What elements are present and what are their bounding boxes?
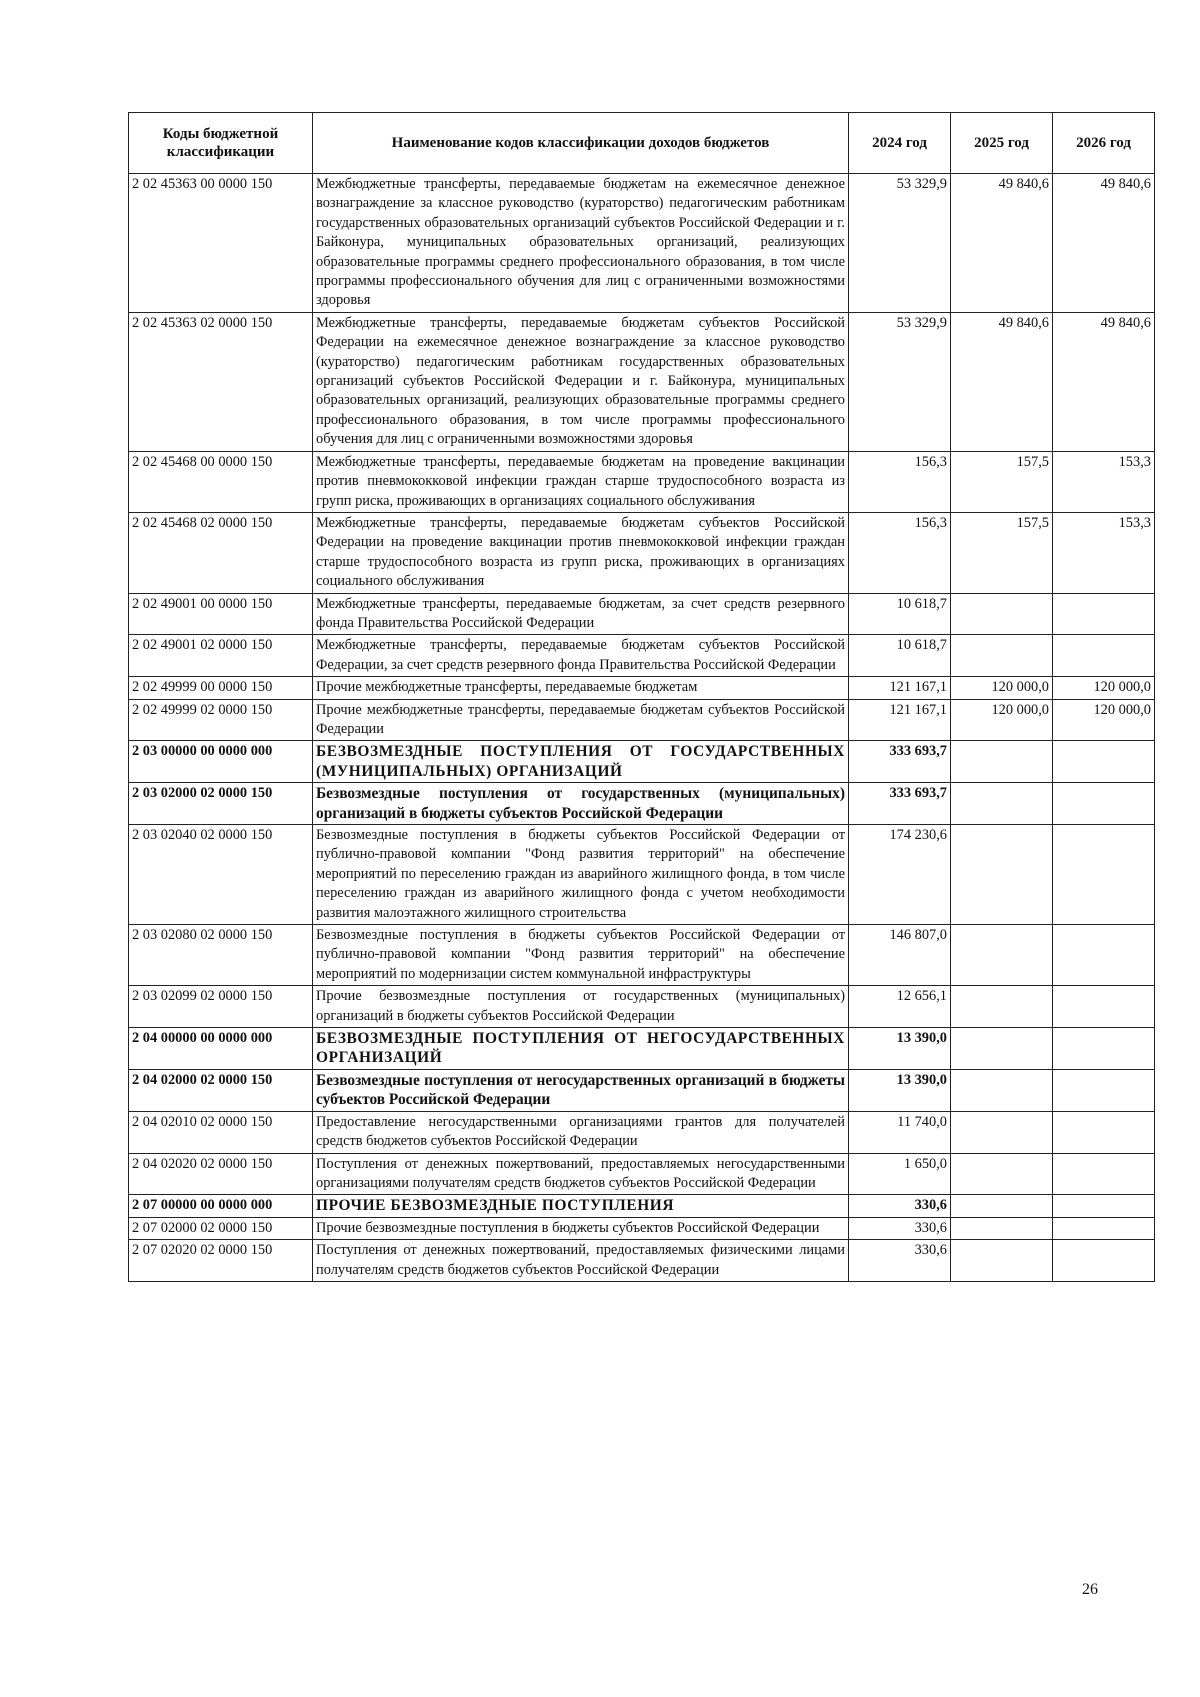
header-2025: 2025 год	[951, 113, 1053, 174]
value-2024-cell: 11 740,0	[849, 1111, 951, 1153]
table-row	[129, 1217, 1155, 1239]
table-header-row	[129, 113, 1155, 174]
value-2026-cell	[1053, 635, 1155, 677]
value-2024-cell: 1 650,0	[849, 1153, 951, 1195]
header-code: Коды бюджетной классификации	[129, 113, 313, 174]
value-2026-cell	[1053, 825, 1155, 925]
value-2024-cell: 330,6	[849, 1240, 951, 1282]
header-name: Наименование кодов классификации доходов бюджетов	[313, 113, 849, 174]
page-number: 26	[1082, 1581, 1098, 1598]
value-2025-cell	[951, 1240, 1053, 1282]
code-cell: 2 02 45468 00 0000 150	[129, 451, 313, 512]
code-cell: 2 02 49999 02 0000 150	[129, 699, 313, 741]
table-row	[129, 986, 1155, 1028]
value-2024-cell: 10 618,7	[849, 635, 951, 677]
table-row	[129, 925, 1155, 986]
name-cell: Прочие безвозмездные поступления от государственных (муниципальных) организаций в бюджеты субъектов Российской Федерации	[313, 986, 849, 1028]
code-cell: 2 02 45363 02 0000 150	[129, 312, 313, 451]
value-2025-cell	[951, 741, 1053, 783]
code-cell: 2 02 45468 02 0000 150	[129, 512, 313, 593]
name-cell: Межбюджетные трансферты, передаваемые бюджетам на проведение вакцинации против пневмококковой инфекции граждан старше трудоспособного возраста из групп риска, проживающих в организациях социального обслуживания	[313, 451, 849, 512]
value-2025-cell	[951, 925, 1053, 986]
name-cell: Безвозмездные поступления от государственных (муниципальных) организаций в бюджеты субъектов Российской Федерации	[313, 783, 849, 825]
name-cell: Прочие безвозмездные поступления в бюджеты субъектов Российской Федерации	[313, 1217, 849, 1239]
name-cell: ПРОЧИЕ БЕЗВОЗМЕЗДНЫЕ ПОСТУПЛЕНИЯ	[313, 1195, 849, 1217]
value-2025-cell: 157,5	[951, 512, 1053, 593]
table-row	[129, 1195, 1155, 1217]
value-2025-cell: 120 000,0	[951, 677, 1053, 699]
name-cell: Поступления от денежных пожертвований, предоставляемых физическими лицами получателям средств бюджетов субъектов Российской Федерации	[313, 1240, 849, 1282]
value-2026-cell: 49 840,6	[1053, 174, 1155, 313]
value-2026-cell	[1053, 986, 1155, 1028]
value-2025-cell	[951, 1069, 1053, 1111]
value-2024-cell: 330,6	[849, 1217, 951, 1239]
table-row	[129, 593, 1155, 635]
value-2025-cell: 120 000,0	[951, 699, 1053, 741]
budget-revenue-table	[128, 112, 1155, 1282]
table-row	[129, 1028, 1155, 1070]
name-cell: Межбюджетные трансферты, передаваемые бюджетам, за счет средств резервного фонда Правительства Российской Федерации	[313, 593, 849, 635]
value-2025-cell: 49 840,6	[951, 312, 1053, 451]
value-2025-cell	[951, 1217, 1053, 1239]
table-row	[129, 825, 1155, 925]
value-2026-cell	[1053, 1217, 1155, 1239]
table-row	[129, 512, 1155, 593]
value-2025-cell	[951, 986, 1053, 1028]
value-2026-cell	[1053, 1111, 1155, 1153]
name-cell: Прочие межбюджетные трансферты, передаваемые бюджетам субъектов Российской Федерации	[313, 699, 849, 741]
value-2025-cell	[951, 1153, 1053, 1195]
value-2026-cell	[1053, 1153, 1155, 1195]
value-2026-cell: 153,3	[1053, 451, 1155, 512]
value-2026-cell: 153,3	[1053, 512, 1155, 593]
table-row	[129, 783, 1155, 825]
value-2024-cell: 53 329,9	[849, 312, 951, 451]
name-cell: Межбюджетные трансферты, передаваемые бюджетам субъектов Российской Федерации на ежемесячное денежное вознаграждение за классное руководство (кураторство) педагогическим работникам государственных образовательных организаций субъектов Российской Федерации и г. Байконура, муниципальных образовательных организаций, реализующих образовательные программы среднего профессионального образования, в том числе программы профессионального обучения для лиц с ограниченными возможностями здоровья	[313, 312, 849, 451]
table-row	[129, 1111, 1155, 1153]
name-cell: Поступления от денежных пожертвований, предоставляемых негосударственными организациями получателям средств бюджетов субъектов Российской Федерации	[313, 1153, 849, 1195]
value-2026-cell: 120 000,0	[1053, 677, 1155, 699]
code-cell: 2 03 02099 02 0000 150	[129, 986, 313, 1028]
value-2025-cell: 157,5	[951, 451, 1053, 512]
table-row	[129, 174, 1155, 313]
name-cell: Межбюджетные трансферты, передаваемые бюджетам субъектов Российской Федерации, за счет средств резервного фонда Правительства Российской Федерации	[313, 635, 849, 677]
table-row	[129, 1153, 1155, 1195]
header-2026: 2026 год	[1053, 113, 1155, 174]
table-body	[129, 174, 1155, 1282]
value-2024-cell: 12 656,1	[849, 986, 951, 1028]
name-cell: Прочие межбюджетные трансферты, передаваемые бюджетам	[313, 677, 849, 699]
name-cell: Безвозмездные поступления в бюджеты субъектов Российской Федерации от публично-правовой компании "Фонд развития территорий" на обеспечение мероприятий по модернизации систем коммунальной инфраструктуры	[313, 925, 849, 986]
table-row	[129, 741, 1155, 783]
table-row	[129, 635, 1155, 677]
code-cell: 2 04 02000 02 0000 150	[129, 1069, 313, 1111]
value-2026-cell	[1053, 741, 1155, 783]
code-cell: 2 03 02080 02 0000 150	[129, 925, 313, 986]
value-2024-cell: 13 390,0	[849, 1028, 951, 1070]
code-cell: 2 02 49001 00 0000 150	[129, 593, 313, 635]
value-2026-cell: 49 840,6	[1053, 312, 1155, 451]
code-cell: 2 02 49001 02 0000 150	[129, 635, 313, 677]
value-2026-cell	[1053, 1069, 1155, 1111]
name-cell: Безвозмездные поступления от негосударственных организаций в бюджеты субъектов Российской Федерации	[313, 1069, 849, 1111]
value-2025-cell	[951, 783, 1053, 825]
table-row	[129, 312, 1155, 451]
value-2026-cell	[1053, 1240, 1155, 1282]
value-2024-cell: 146 807,0	[849, 925, 951, 986]
code-cell: 2 07 02000 02 0000 150	[129, 1217, 313, 1239]
value-2026-cell: 120 000,0	[1053, 699, 1155, 741]
table-row	[129, 1069, 1155, 1111]
name-cell: БЕЗВОЗМЕЗДНЫЕ ПОСТУПЛЕНИЯ ОТ НЕГОСУДАРСТВЕННЫХ ОРГАНИЗАЦИЙ	[313, 1028, 849, 1070]
value-2024-cell: 333 693,7	[849, 741, 951, 783]
value-2025-cell	[951, 1028, 1053, 1070]
code-cell: 2 03 00000 00 0000 000	[129, 741, 313, 783]
value-2024-cell: 174 230,6	[849, 825, 951, 925]
value-2025-cell	[951, 1195, 1053, 1217]
value-2024-cell: 121 167,1	[849, 699, 951, 741]
table-row	[129, 677, 1155, 699]
code-cell: 2 02 45363 00 0000 150	[129, 174, 313, 313]
value-2024-cell: 121 167,1	[849, 677, 951, 699]
value-2025-cell	[951, 1111, 1053, 1153]
value-2026-cell	[1053, 783, 1155, 825]
value-2024-cell: 156,3	[849, 512, 951, 593]
code-cell: 2 07 02020 02 0000 150	[129, 1240, 313, 1282]
name-cell: Безвозмездные поступления в бюджеты субъектов Российской Федерации от публично-правовой компании "Фонд развития территорий" на обеспечение мероприятий по переселению граждан из аварийного жилищного фонда, в том числе переселению граждан из аварийного жилищного фонда с учетом необходимости развития малоэтажного жилищного строительства	[313, 825, 849, 925]
value-2025-cell: 49 840,6	[951, 174, 1053, 313]
table-row	[129, 1240, 1155, 1282]
code-cell: 2 03 02040 02 0000 150	[129, 825, 313, 925]
value-2025-cell	[951, 635, 1053, 677]
value-2026-cell	[1053, 593, 1155, 635]
value-2024-cell: 10 618,7	[849, 593, 951, 635]
name-cell: Межбюджетные трансферты, передаваемые бюджетам на ежемесячное денежное вознаграждение за классное руководство (кураторство) педагогическим работникам государственных образовательных организаций субъектов Российской Федерации и г. Байконура, муниципальных образовательных организаций, реализующих образовательные программы среднего профессионального образования, в том числе программы профессионального обучения для лиц с ограниченными возможностями здоровья	[313, 174, 849, 313]
value-2024-cell: 333 693,7	[849, 783, 951, 825]
code-cell: 2 04 00000 00 0000 000	[129, 1028, 313, 1070]
code-cell: 2 02 49999 00 0000 150	[129, 677, 313, 699]
name-cell: Предоставление негосударственными организациями грантов для получателей средств бюджетов субъектов Российской Федерации	[313, 1111, 849, 1153]
value-2026-cell	[1053, 1195, 1155, 1217]
value-2024-cell: 13 390,0	[849, 1069, 951, 1111]
table-row	[129, 451, 1155, 512]
document-page	[128, 112, 1154, 1282]
value-2024-cell: 53 329,9	[849, 174, 951, 313]
header-2024: 2024 год	[849, 113, 951, 174]
name-cell: Межбюджетные трансферты, передаваемые бюджетам субъектов Российской Федерации на проведение вакцинации против пневмококковой инфекции граждан старше трудоспособного возраста из групп риска, проживающих в организациях социального обслуживания	[313, 512, 849, 593]
table-row	[129, 699, 1155, 741]
value-2024-cell: 156,3	[849, 451, 951, 512]
code-cell: 2 07 00000 00 0000 000	[129, 1195, 313, 1217]
value-2026-cell	[1053, 1028, 1155, 1070]
value-2025-cell	[951, 825, 1053, 925]
name-cell: БЕЗВОЗМЕЗДНЫЕ ПОСТУПЛЕНИЯ ОТ ГОСУДАРСТВЕННЫХ (МУНИЦИПАЛЬНЫХ) ОРГАНИЗАЦИЙ	[313, 741, 849, 783]
value-2025-cell	[951, 593, 1053, 635]
code-cell: 2 04 02010 02 0000 150	[129, 1111, 313, 1153]
value-2024-cell: 330,6	[849, 1195, 951, 1217]
code-cell: 2 03 02000 02 0000 150	[129, 783, 313, 825]
code-cell: 2 04 02020 02 0000 150	[129, 1153, 313, 1195]
value-2026-cell	[1053, 925, 1155, 986]
